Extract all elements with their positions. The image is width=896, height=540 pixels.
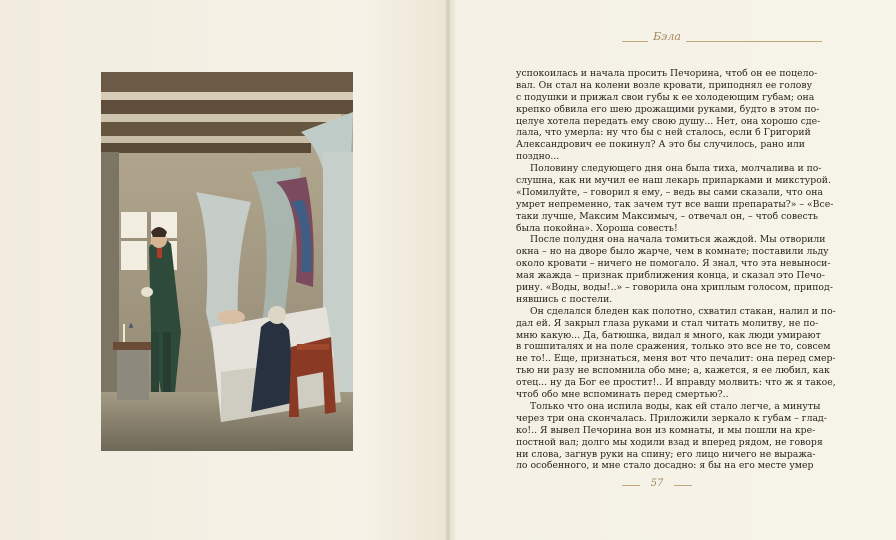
body-text [516, 68, 836, 472]
text-line: Половину следующего дня она была тиха, молчалива и по- [530, 163, 822, 175]
text-line: целуе хотела передать ему свою душу... Нет, она хорошо сде- [516, 115, 821, 127]
text-line: ло особенного, и мне стало досадно: я бы на его месте умер [516, 460, 814, 472]
text-line: Александрович ее покинул? А это бы случилось, рано или [516, 139, 805, 151]
text-line: поздно... [516, 151, 560, 163]
text-line: рину. «Воды, воды!..» – говорила она хриплым голосом, припод- [516, 282, 833, 294]
folio-rule-left [622, 485, 640, 486]
text-line: чтоб обо мне вспоминать перед смертью?.. [516, 389, 729, 401]
text-line: ни слова, загнув руки на спину; его лицо ничего не выража- [516, 448, 816, 460]
text-line: Он сделался бледен как полотно, схватил стакан, налил и по- [530, 305, 836, 317]
text-line: через три она скончалась. Приложили зеркало к губам – глад- [516, 412, 827, 424]
text-line: крепко обвила его шею дрожащими руками, будто в этом по- [516, 103, 820, 115]
page-number-value: 57 [650, 478, 664, 489]
illustration-watercolor [101, 72, 353, 451]
running-head [622, 30, 822, 50]
text-line: постной вал; долго мы ходили взад и вперед рядом, не говоря [516, 436, 823, 448]
text-line: нявшись с постели. [516, 293, 613, 305]
running-head-rule-left [622, 41, 648, 42]
book-gutter [446, 0, 450, 540]
page-number [622, 478, 692, 492]
text-line: После полудня она начала томиться жаждой. Мы отворили [530, 234, 826, 246]
text-line: вал. Он стал на колени возле кровати, приподнял ее голову [516, 79, 813, 91]
text-line: «Помилуйте, – говорил я ему, – ведь вы сами сказали, что она [516, 186, 823, 198]
text-line: ко!.. Я вывел Печорина вон из комнаты, и мы пошли на кре- [516, 424, 816, 436]
text-line: успокоилась и начала просить Печорина, чтоб он ее поцело- [516, 68, 818, 79]
text-line: Только что она испила воды, как ей стало легче, а минуты [530, 400, 821, 412]
text-line: была покойна». Хороша совесть! [516, 222, 678, 234]
running-head-rule-right [686, 41, 822, 42]
text-line: умрет непременно, так зачем тут все ваши препараты?» – «Все- [516, 198, 834, 210]
text-line: тью ни разу не вспомнила обо мне; а, кажется, я ее любил, как [516, 365, 830, 377]
text-line: не то!.. Еще, признаться, меня вот что печалит: она перед смер- [516, 353, 836, 365]
text-line: мая жажда – признак приближения конца, и сказал это Печо- [516, 270, 825, 282]
text-line: лала, что умерла: ну что бы с ней сталось, если б Григорий [516, 127, 811, 139]
text-line: слушна, как ни мучил ее наш лекарь припарками и микстурой. [516, 175, 831, 187]
text-line: отец... ну да Бог ее простит!.. И вправду молвить: что ж я такое, [516, 377, 836, 389]
text-line: с подушки и прижал свои губы к ее холодеющим губам; она [516, 91, 815, 103]
text-line: около кровати – ничего не помогало. Я знал, что эта невыноси- [516, 258, 831, 270]
running-head-title: Бэла [653, 30, 681, 43]
text-line: дал ей. Я закрыл глаза руками и стал читать молитву, не по- [516, 317, 819, 329]
text-line: мню какую... Да, батюшка, видал я много, как люди умирают [516, 329, 821, 341]
text-line: таки лучше, Максим Максимыч, – отвечал он, – чтоб совесть [516, 210, 818, 222]
folio-rule-right [674, 485, 692, 486]
text-line: в гошпиталях и на поле сражения, только это все не то, совсем [516, 341, 831, 353]
text-line: окна – но на дворе было жарче, чем в комнате; поставили льду [516, 246, 829, 258]
